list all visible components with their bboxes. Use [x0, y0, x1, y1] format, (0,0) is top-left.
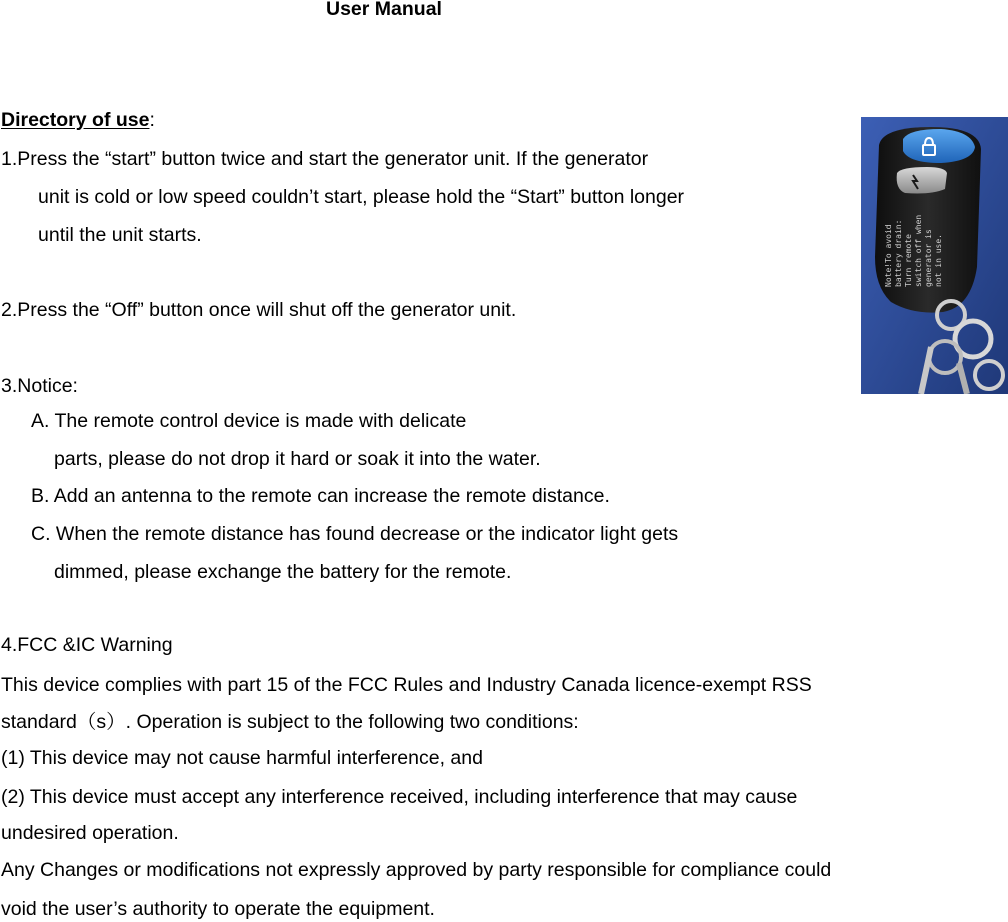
- svg-text:generator is: generator is: [924, 229, 933, 287]
- fcc-line-2: standard（s）. Operation is subject to the following two conditions:: [1, 711, 579, 733]
- svg-text:Turn remote: Turn remote: [904, 234, 913, 287]
- item-4-heading: 4.FCC &IC Warning: [1, 634, 173, 656]
- notice-c-line-1: C. When the remote distance has found decrease or the indicator light gets: [31, 523, 679, 545]
- item-1-line-1: 1.Press the “start” button twice and start the generator unit. If the generator: [1, 148, 649, 170]
- fcc-line-1: This device complies with part 15 of the FCC Rules and Industry Canada licence-exempt RSS: [1, 674, 812, 696]
- item-1-line-3: until the unit starts.: [38, 224, 202, 246]
- item-3-heading: 3.Notice:: [1, 375, 78, 397]
- directory-heading-colon: :: [149, 109, 155, 131]
- directory-heading: Directory of use: [1, 109, 150, 131]
- notice-a-line-2: parts, please do not drop it hard or soak it into the water.: [54, 448, 541, 470]
- svg-text:battery drain:: battery drain:: [894, 219, 903, 287]
- fcc-line-7: void the user’s authority to operate the equipment.: [1, 898, 435, 920]
- notice-a-line-1: A. The remote control device is made with delicate: [31, 410, 467, 432]
- directory-heading-line: [1, 108, 155, 132]
- notice-c-line-2: dimmed, please exchange the battery for the remote.: [54, 561, 512, 583]
- fcc-line-3: (1) This device may not cause harmful interference, and: [1, 747, 483, 769]
- remote-key-fob-photo: [861, 117, 1008, 394]
- item-1-line-2: unit is cold or low speed couldn’t start, please hold the “Start” button longer: [38, 186, 685, 208]
- item-2-line: 2.Press the “Off” button once will shut off the generator unit.: [1, 299, 517, 321]
- notice-b-line: B. Add an antenna to the remote can increase the remote distance.: [31, 485, 610, 507]
- fcc-line-5: undesired operation.: [1, 822, 179, 844]
- svg-text:Note!To avoid: Note!To avoid: [884, 224, 893, 287]
- svg-text:not in use.: not in use.: [934, 234, 943, 287]
- fcc-line-6: Any Changes or modifications not expressly approved by party responsible for compliance could: [1, 859, 832, 881]
- remote-key-fob-illustration: [861, 117, 1008, 394]
- fcc-line-4: (2) This device must accept any interference received, including interference that may cause: [1, 786, 798, 808]
- svg-text:switch off when: switch off when: [914, 214, 923, 287]
- page-title: User Manual: [326, 0, 442, 20]
